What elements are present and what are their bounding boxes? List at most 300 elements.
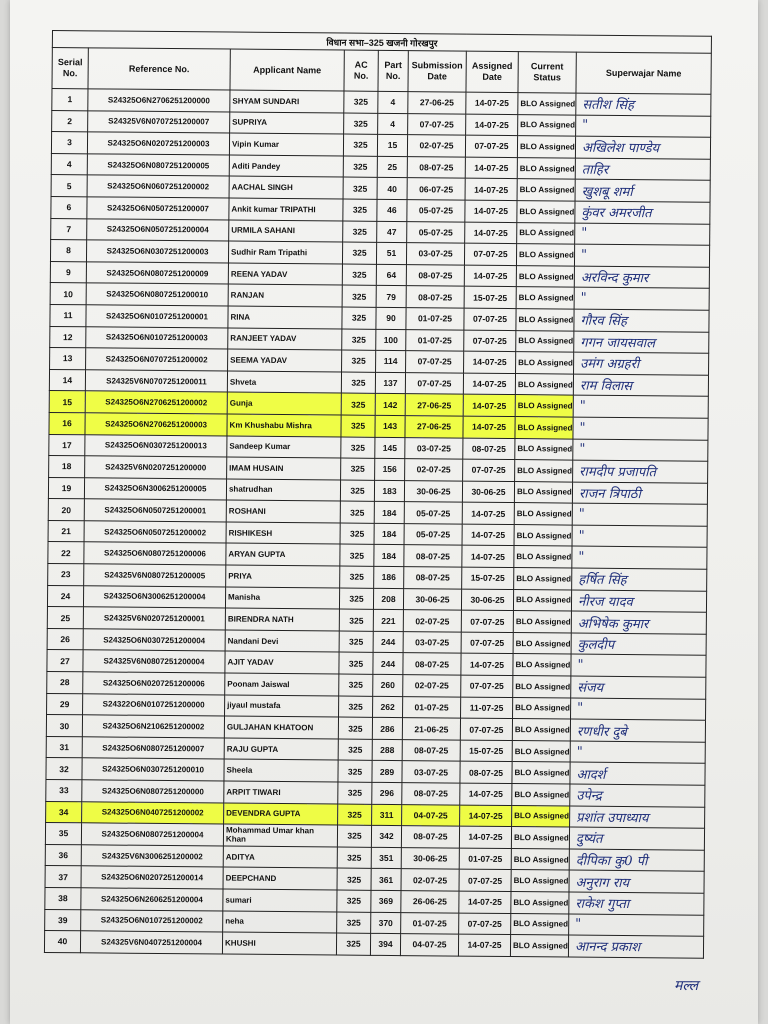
cell-status: BLO Assigned bbox=[515, 395, 573, 417]
header-supervisor: Superwajar Name bbox=[576, 52, 711, 94]
header-serial: Serial No. bbox=[52, 48, 88, 89]
cell-part: 145 bbox=[375, 437, 405, 459]
cell-supervisor: " bbox=[571, 654, 706, 677]
cell-supervisor: दीपिका कु0 पी bbox=[569, 849, 704, 872]
cell-ac: 325 bbox=[342, 285, 376, 307]
cell-submission: 06-07-25 bbox=[407, 178, 465, 200]
cell-supervisor: अनुराग राय bbox=[569, 870, 704, 893]
cell-ac: 325 bbox=[343, 177, 377, 199]
cell-status: BLO Assigned bbox=[516, 330, 574, 352]
cell-submission: 07-07-25 bbox=[406, 351, 464, 373]
cell-serial: 38 bbox=[45, 887, 81, 909]
cell-supervisor: गौरव सिंह bbox=[574, 309, 709, 332]
cell-part: 79 bbox=[376, 286, 406, 308]
cell-applicant: Shveta bbox=[227, 371, 341, 394]
cell-status: BLO Assigned bbox=[515, 460, 573, 482]
cell-reference: S24325V6N0707251200007 bbox=[88, 110, 230, 133]
cell-part: 184 bbox=[374, 545, 404, 567]
cell-reference: S24325O6N0207251200003 bbox=[87, 132, 229, 155]
header-part: Part No. bbox=[378, 50, 408, 91]
header-applicant: Applicant Name bbox=[230, 49, 344, 91]
cell-reference: S24325V6N0407251200004 bbox=[80, 931, 222, 954]
cell-applicant: RAJU GUPTA bbox=[224, 738, 338, 761]
cell-part: 186 bbox=[374, 566, 404, 588]
cell-reference: S24325O6N0807251200006 bbox=[84, 542, 226, 565]
cell-reference: S24325V6N0207251200001 bbox=[83, 607, 225, 630]
cell-ac: 325 bbox=[340, 501, 374, 523]
cell-status: BLO Assigned bbox=[516, 244, 574, 266]
cell-status: BLO Assigned bbox=[513, 611, 571, 633]
cell-supervisor: " bbox=[573, 439, 708, 462]
cell-submission: 07-07-25 bbox=[408, 113, 466, 135]
cell-submission: 08-07-25 bbox=[401, 826, 459, 848]
cell-applicant: Mohammad Umar khan Khan bbox=[223, 824, 337, 847]
cell-submission: 30-06-25 bbox=[404, 480, 462, 502]
cell-part: 369 bbox=[371, 890, 401, 912]
cell-assigned: 14-07-25 bbox=[462, 524, 514, 546]
cell-serial: 39 bbox=[45, 909, 81, 931]
handwritten-footer-note: मल्ल bbox=[674, 978, 699, 994]
cell-reference: S24325O6N0307251200004 bbox=[83, 629, 225, 652]
cell-assigned: 08-07-25 bbox=[460, 761, 512, 783]
cell-reference: S24325O6N0107251200003 bbox=[86, 326, 228, 349]
cell-supervisor: " bbox=[573, 417, 708, 440]
cell-applicant: Ankit kumar TRIPATHI bbox=[229, 198, 343, 221]
cell-reference: S24325V6N0807251200004 bbox=[83, 650, 225, 673]
cell-ac: 325 bbox=[343, 134, 377, 156]
cell-submission: 03-07-25 bbox=[406, 243, 464, 265]
cell-reference: S24325V6N0707251200011 bbox=[85, 370, 227, 393]
cell-assigned: 07-07-25 bbox=[465, 135, 517, 157]
cell-status: BLO Assigned bbox=[511, 870, 569, 892]
cell-applicant: RISHIKESH bbox=[226, 522, 340, 545]
cell-submission: 04-07-25 bbox=[402, 804, 460, 826]
cell-status: BLO Assigned bbox=[516, 308, 574, 330]
cell-supervisor: " bbox=[572, 503, 707, 526]
cell-assigned: 07-07-25 bbox=[461, 675, 513, 697]
cell-supervisor: संजय bbox=[571, 676, 706, 699]
cell-supervisor: " bbox=[572, 547, 707, 570]
cell-part: 342 bbox=[371, 826, 401, 848]
cell-ac: 325 bbox=[341, 393, 375, 415]
cell-ac: 325 bbox=[344, 91, 378, 113]
cell-ac: 325 bbox=[343, 199, 377, 221]
cell-reference: S24325V6N0207251200000 bbox=[85, 456, 227, 479]
cell-submission: 03-07-25 bbox=[403, 631, 461, 653]
cell-part: 370 bbox=[371, 912, 401, 934]
cell-status: BLO Assigned bbox=[513, 697, 571, 719]
cell-part: 311 bbox=[372, 804, 402, 826]
cell-supervisor: राजन त्रिपाठी bbox=[572, 482, 707, 505]
cell-ac: 325 bbox=[338, 782, 372, 804]
cell-supervisor: प्रशांत उपाध्याय bbox=[570, 806, 705, 829]
cell-reference: S24325O6N0507251200007 bbox=[87, 197, 229, 220]
cell-submission: 27-06-25 bbox=[408, 92, 466, 114]
cell-assigned: 14-07-25 bbox=[465, 157, 517, 179]
cell-applicant: DEVENDRA GUPTA bbox=[224, 803, 338, 826]
cell-serial: 10 bbox=[50, 283, 86, 305]
cell-serial: 7 bbox=[51, 218, 87, 240]
cell-supervisor: " bbox=[570, 741, 705, 764]
cell-submission: 21-06-25 bbox=[402, 718, 460, 740]
cell-applicant: Nandani Devi bbox=[225, 630, 339, 653]
cell-applicant: RINA bbox=[228, 306, 342, 329]
cell-assigned: 14-07-25 bbox=[464, 265, 516, 287]
cell-ac: 325 bbox=[337, 890, 371, 912]
cell-serial: 35 bbox=[45, 823, 81, 845]
cell-submission: 30-06-25 bbox=[401, 847, 459, 869]
cell-reference: S24325O6N0207251200006 bbox=[83, 672, 225, 695]
cell-applicant: Aditi Pandey bbox=[229, 155, 343, 178]
cell-reference: S24325O6N0507251200002 bbox=[84, 521, 226, 544]
cell-reference: S24325O6N2106251200002 bbox=[82, 715, 224, 738]
cell-ac: 325 bbox=[342, 242, 376, 264]
cell-submission: 02-07-25 bbox=[405, 459, 463, 481]
cell-supervisor: " bbox=[574, 244, 709, 267]
cell-ac: 325 bbox=[337, 825, 371, 847]
cell-applicant: neha bbox=[223, 911, 337, 934]
cell-supervisor: " bbox=[572, 525, 707, 548]
table-header-row bbox=[52, 48, 711, 95]
paper-sheet bbox=[10, 0, 758, 1024]
header-reference: Reference No. bbox=[88, 48, 230, 90]
cell-reference: S24325O6N0407251200002 bbox=[82, 801, 224, 824]
cell-status: BLO Assigned bbox=[514, 503, 572, 525]
cell-applicant: shatrudhan bbox=[226, 479, 340, 502]
cell-submission: 01-07-25 bbox=[406, 329, 464, 351]
cell-part: 46 bbox=[377, 199, 407, 221]
cell-serial: 12 bbox=[50, 326, 86, 348]
cell-submission: 27-06-25 bbox=[405, 416, 463, 438]
cell-status: BLO Assigned bbox=[511, 913, 569, 935]
cell-serial: 17 bbox=[49, 434, 85, 456]
cell-reference: S24325O6N0307251200003 bbox=[86, 240, 228, 263]
cell-part: 4 bbox=[378, 91, 408, 113]
cell-status: BLO Assigned bbox=[512, 805, 570, 827]
cell-serial: 21 bbox=[48, 520, 84, 542]
cell-assigned: 07-07-25 bbox=[461, 632, 513, 654]
cell-serial: 32 bbox=[46, 758, 82, 780]
cell-supervisor: " bbox=[569, 914, 704, 937]
cell-part: 47 bbox=[377, 221, 407, 243]
cell-submission: 08-07-25 bbox=[402, 739, 460, 761]
cell-status: BLO Assigned bbox=[516, 265, 574, 287]
cell-reference: S24322O6N0107251200000 bbox=[83, 693, 225, 716]
cell-part: 51 bbox=[376, 242, 406, 264]
cell-assigned: 14-07-25 bbox=[461, 654, 513, 676]
cell-submission: 08-07-25 bbox=[403, 653, 461, 675]
cell-part: 156 bbox=[375, 458, 405, 480]
cell-ac: 325 bbox=[339, 696, 373, 718]
cell-supervisor: ताहिर bbox=[575, 158, 710, 181]
cell-serial: 40 bbox=[44, 931, 80, 953]
cell-ac: 325 bbox=[337, 868, 371, 890]
cell-applicant: jiyaul mustafa bbox=[225, 695, 339, 718]
cell-applicant: KHUSHI bbox=[222, 932, 336, 955]
cell-serial: 27 bbox=[47, 650, 83, 672]
cell-applicant: IMAM HUSAIN bbox=[227, 457, 341, 480]
cell-applicant: ARPIT TIWARI bbox=[224, 781, 338, 804]
cell-assigned: 07-07-25 bbox=[461, 610, 513, 632]
cell-ac: 325 bbox=[340, 480, 374, 502]
cell-status: BLO Assigned bbox=[515, 416, 573, 438]
cell-submission: 02-07-25 bbox=[403, 610, 461, 632]
cell-submission: 05-07-25 bbox=[404, 502, 462, 524]
cell-assigned: 07-07-25 bbox=[464, 308, 516, 330]
cell-serial: 26 bbox=[47, 628, 83, 650]
cell-serial: 28 bbox=[47, 672, 83, 694]
cell-status: BLO Assigned bbox=[512, 762, 570, 784]
cell-supervisor: राम विलास bbox=[573, 374, 708, 397]
cell-assigned: 08-07-25 bbox=[463, 438, 515, 460]
cell-reference: S24325O6N3006251200004 bbox=[83, 585, 225, 608]
cell-submission: 08-07-25 bbox=[404, 567, 462, 589]
cell-part: 221 bbox=[373, 610, 403, 632]
cell-assigned: 15-07-25 bbox=[464, 286, 516, 308]
cell-part: 244 bbox=[373, 653, 403, 675]
cell-applicant: Sheela bbox=[224, 759, 338, 782]
cell-supervisor: गगन जायसवाल bbox=[574, 331, 709, 354]
cell-supervisor: दुष्यंत bbox=[569, 827, 704, 850]
cell-assigned: 07-07-25 bbox=[464, 243, 516, 265]
cell-part: 100 bbox=[376, 329, 406, 351]
cell-part: 40 bbox=[377, 178, 407, 200]
cell-submission: 02-07-25 bbox=[401, 869, 459, 891]
cell-serial: 31 bbox=[46, 736, 82, 758]
cell-applicant: BIRENDRA NATH bbox=[225, 608, 339, 631]
cell-status: BLO Assigned bbox=[518, 93, 576, 115]
cell-serial: 2 bbox=[52, 110, 88, 132]
cell-applicant: ARYAN GUPTA bbox=[226, 544, 340, 567]
cell-applicant: Sudhir Ram Tripathi bbox=[228, 241, 342, 264]
cell-assigned: 11-07-25 bbox=[461, 697, 513, 719]
cell-ac: 325 bbox=[340, 545, 374, 567]
cell-assigned: 30-06-25 bbox=[462, 481, 514, 503]
cell-supervisor: सतीश सिंह bbox=[576, 93, 711, 116]
cell-ac: 325 bbox=[342, 307, 376, 329]
cell-part: 184 bbox=[374, 523, 404, 545]
header-ac: AC No. bbox=[344, 50, 378, 91]
cell-assigned: 15-07-25 bbox=[462, 567, 514, 589]
cell-supervisor: हर्षित सिंह bbox=[572, 568, 707, 591]
cell-assigned: 15-07-25 bbox=[460, 740, 512, 762]
cell-reference: S24325O6N0807251200010 bbox=[86, 283, 228, 306]
cell-part: 208 bbox=[373, 588, 403, 610]
cell-part: 260 bbox=[373, 674, 403, 696]
cell-reference: S24325O6N2706251200003 bbox=[85, 413, 227, 436]
cell-part: 394 bbox=[370, 933, 400, 955]
cell-assigned: 07-07-25 bbox=[459, 869, 511, 891]
cell-supervisor: " bbox=[576, 115, 711, 138]
cell-applicant: SEEMA YADAV bbox=[228, 349, 342, 372]
cell-reference: S24325O6N0307251200013 bbox=[85, 434, 227, 457]
cell-part: 64 bbox=[376, 264, 406, 286]
cell-submission: 01-07-25 bbox=[401, 912, 459, 934]
cell-reference: S24325O6N3006251200005 bbox=[84, 477, 226, 500]
header-submission: Submission Date bbox=[408, 51, 466, 93]
cell-ac: 325 bbox=[344, 113, 378, 135]
cell-status: BLO Assigned bbox=[517, 201, 575, 223]
cell-reference: S24325O6N0707251200002 bbox=[86, 348, 228, 371]
cell-assigned: 30-06-25 bbox=[461, 589, 513, 611]
cell-serial: 9 bbox=[50, 261, 86, 283]
cell-status: BLO Assigned bbox=[517, 179, 575, 201]
cell-assigned: 14-07-25 bbox=[458, 934, 510, 956]
cell-status: BLO Assigned bbox=[517, 136, 575, 158]
cell-supervisor: अखिलेश पाण्डेय bbox=[575, 136, 710, 159]
cell-status: BLO Assigned bbox=[513, 632, 571, 654]
cell-applicant: RANJEET YADAV bbox=[228, 328, 342, 351]
cell-status: BLO Assigned bbox=[515, 438, 573, 460]
cell-supervisor: अरविन्द कुमार bbox=[574, 266, 709, 289]
cell-assigned: 14-07-25 bbox=[463, 373, 515, 395]
cell-supervisor: " bbox=[574, 287, 709, 310]
cell-part: 289 bbox=[372, 761, 402, 783]
cell-ac: 325 bbox=[338, 739, 372, 761]
cell-assigned: 07-07-25 bbox=[460, 718, 512, 740]
cell-serial: 36 bbox=[45, 844, 81, 866]
cell-submission: 27-06-25 bbox=[405, 394, 463, 416]
cell-ac: 325 bbox=[340, 523, 374, 545]
cell-reference: S24325O6N0807251200005 bbox=[87, 154, 229, 177]
cell-reference: S24325O6N2706251200000 bbox=[88, 89, 230, 112]
cell-supervisor: आनन्द प्रकाश bbox=[568, 935, 703, 958]
cell-ac: 325 bbox=[341, 372, 375, 394]
cell-assigned: 01-07-25 bbox=[459, 848, 511, 870]
cell-assigned: 14-07-25 bbox=[464, 351, 516, 373]
cell-reference: S24325O6N0607251200002 bbox=[87, 175, 229, 198]
cell-reference: S24325O6N0107251200002 bbox=[81, 909, 223, 932]
cell-assigned: 14-07-25 bbox=[466, 92, 518, 114]
cell-serial: 5 bbox=[51, 175, 87, 197]
cell-status: BLO Assigned bbox=[511, 892, 569, 914]
cell-reference: S24325O6N0807251200007 bbox=[82, 737, 224, 760]
cell-submission: 05-07-25 bbox=[404, 523, 462, 545]
cell-assigned: 14-07-25 bbox=[465, 222, 517, 244]
cell-submission: 02-07-25 bbox=[407, 135, 465, 157]
cell-ac: 325 bbox=[338, 804, 372, 826]
cell-submission: 03-07-25 bbox=[405, 437, 463, 459]
cell-status: BLO Assigned bbox=[514, 481, 572, 503]
cell-status: BLO Assigned bbox=[516, 287, 574, 309]
cell-serial: 22 bbox=[48, 542, 84, 564]
cell-ac: 325 bbox=[337, 912, 371, 934]
cell-supervisor: " bbox=[571, 698, 706, 721]
cell-supervisor: नीरज यादव bbox=[571, 590, 706, 613]
cell-submission: 01-07-25 bbox=[406, 308, 464, 330]
cell-reference: S24325O6N0307251200010 bbox=[82, 758, 224, 781]
cell-assigned: 14-07-25 bbox=[466, 114, 518, 136]
cell-serial: 23 bbox=[48, 564, 84, 586]
cell-serial: 15 bbox=[49, 391, 85, 413]
cell-applicant: Manisha bbox=[225, 587, 339, 610]
cell-part: 296 bbox=[372, 782, 402, 804]
cell-ac: 325 bbox=[338, 717, 372, 739]
cell-submission: 08-07-25 bbox=[402, 783, 460, 805]
cell-ac: 325 bbox=[339, 631, 373, 653]
cell-submission: 07-07-25 bbox=[405, 372, 463, 394]
cell-applicant: Km Khushabu Mishra bbox=[227, 414, 341, 437]
cell-serial: 1 bbox=[52, 89, 88, 111]
cell-status: BLO Assigned bbox=[518, 114, 576, 136]
cell-reference: S24325O6N0207251200014 bbox=[81, 866, 223, 889]
cell-supervisor: खुशबू शर्मा bbox=[575, 179, 710, 202]
cell-applicant: PRIYA bbox=[226, 565, 340, 588]
cell-ac: 325 bbox=[341, 437, 375, 459]
cell-status: BLO Assigned bbox=[510, 935, 568, 957]
cell-ac: 325 bbox=[339, 652, 373, 674]
cell-serial: 37 bbox=[45, 866, 81, 888]
cell-assigned: 14-07-25 bbox=[462, 502, 514, 524]
cell-ac: 325 bbox=[342, 329, 376, 351]
cell-applicant: GULJAHAN KHATOON bbox=[224, 716, 338, 739]
cell-ac: 325 bbox=[336, 933, 370, 955]
cell-assigned: 14-07-25 bbox=[463, 394, 515, 416]
cell-applicant: AACHAL SINGH bbox=[229, 176, 343, 199]
cell-submission: 03-07-25 bbox=[402, 761, 460, 783]
cell-assigned: 14-07-25 bbox=[463, 416, 515, 438]
cell-part: 25 bbox=[377, 156, 407, 178]
cell-serial: 8 bbox=[50, 240, 86, 262]
cell-serial: 4 bbox=[51, 153, 87, 175]
cell-status: BLO Assigned bbox=[513, 589, 571, 611]
cell-supervisor: कुंवर अमरजीत bbox=[575, 201, 710, 224]
cell-submission: 26-06-25 bbox=[401, 891, 459, 913]
cell-applicant: AJIT YADAV bbox=[225, 651, 339, 674]
cell-part: 184 bbox=[374, 502, 404, 524]
cell-part: 351 bbox=[371, 847, 401, 869]
cell-serial: 33 bbox=[46, 779, 82, 801]
cell-submission: 30-06-25 bbox=[403, 588, 461, 610]
cell-applicant: SHYAM SUNDARI bbox=[230, 90, 344, 113]
cell-serial: 13 bbox=[50, 348, 86, 370]
cell-applicant: ADITYA bbox=[223, 846, 337, 869]
cell-serial: 24 bbox=[47, 585, 83, 607]
cell-submission: 02-07-25 bbox=[403, 675, 461, 697]
cell-part: 114 bbox=[376, 350, 406, 372]
cell-part: 4 bbox=[378, 113, 408, 135]
cell-reference: S24325O6N0807251200009 bbox=[86, 262, 228, 285]
cell-part: 15 bbox=[377, 135, 407, 157]
cell-part: 142 bbox=[375, 394, 405, 416]
cell-serial: 19 bbox=[48, 477, 84, 499]
cell-reference: S24325O6N0807251200000 bbox=[82, 780, 224, 803]
cell-applicant: Vipin Kumar bbox=[229, 133, 343, 156]
cell-assigned: 07-07-25 bbox=[463, 459, 515, 481]
cell-applicant: URMILA SAHANI bbox=[229, 220, 343, 243]
cell-ac: 325 bbox=[340, 566, 374, 588]
cell-part: 286 bbox=[372, 718, 402, 740]
cell-ac: 325 bbox=[339, 674, 373, 696]
cell-submission: 08-07-25 bbox=[404, 545, 462, 567]
cell-status: BLO Assigned bbox=[511, 827, 569, 849]
cell-applicant: Sandeep Kumar bbox=[227, 436, 341, 459]
cell-supervisor: रणधीर दुबे bbox=[570, 719, 705, 742]
cell-part: 137 bbox=[375, 372, 405, 394]
cell-supervisor: " bbox=[575, 223, 710, 246]
cell-supervisor: उमंग अग्रहरी bbox=[574, 352, 709, 375]
cell-submission: 05-07-25 bbox=[407, 200, 465, 222]
cell-applicant: Poonam Jaiswal bbox=[225, 673, 339, 696]
cell-part: 90 bbox=[376, 307, 406, 329]
cell-status: BLO Assigned bbox=[514, 546, 572, 568]
cell-serial: 14 bbox=[49, 369, 85, 391]
cell-submission: 08-07-25 bbox=[406, 286, 464, 308]
cell-supervisor: अभिषेक कुमार bbox=[571, 611, 706, 634]
applicant-table bbox=[44, 30, 712, 958]
cell-serial: 11 bbox=[50, 304, 86, 326]
cell-assigned: 14-07-25 bbox=[460, 783, 512, 805]
